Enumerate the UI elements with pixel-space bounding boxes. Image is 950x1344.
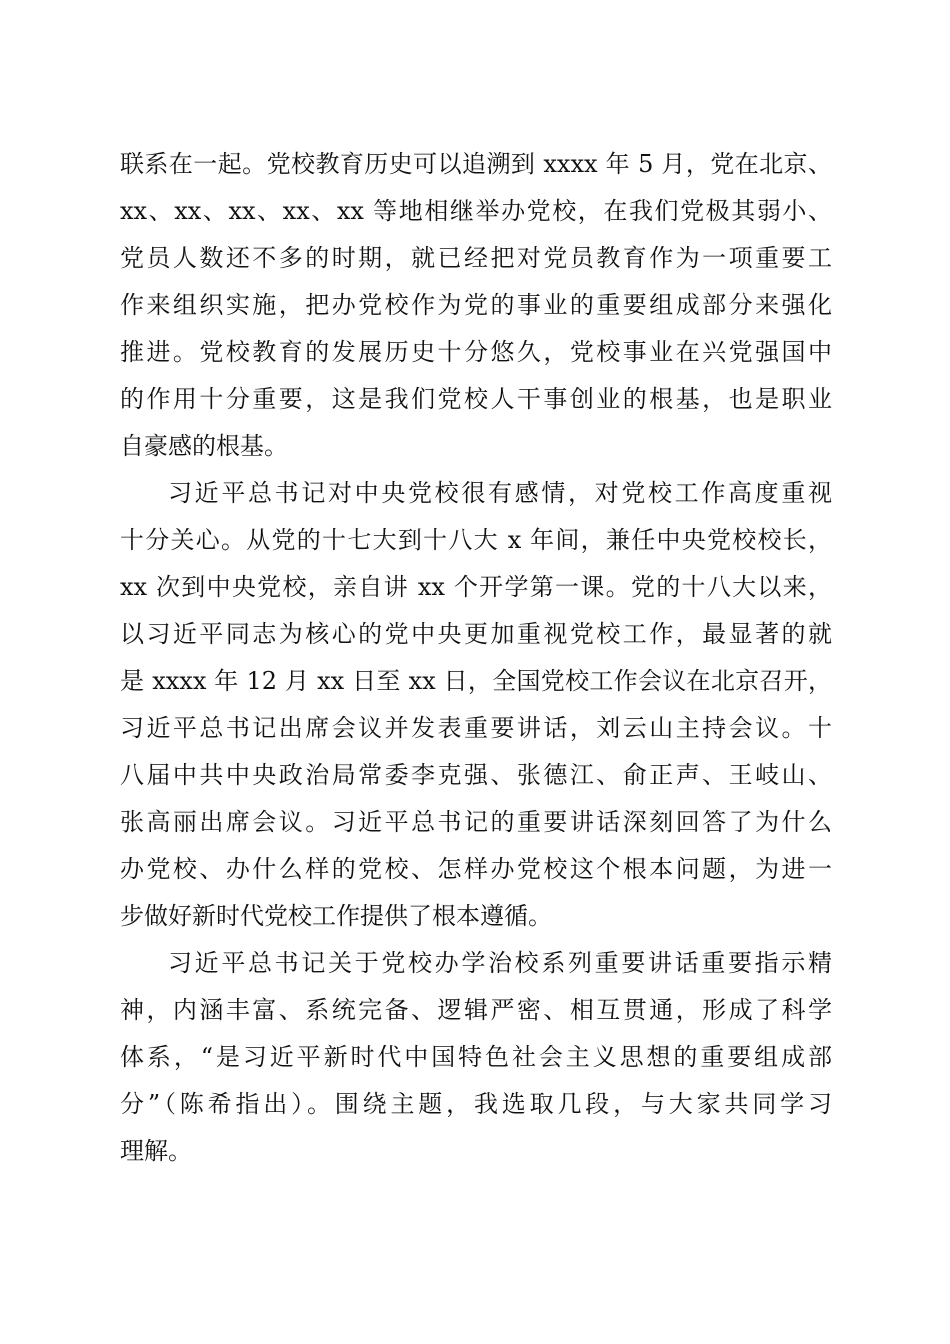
- text-line: 体系，“是习近平新时代中国特色社会主义思想的重要组成部: [120, 1043, 832, 1071]
- text-line: 理解。: [120, 1137, 192, 1165]
- text-line: 习近平总书记对中央党校很有感情，对党校工作高度重视: [168, 479, 832, 507]
- text-line: 办党校、办什么样的党校、怎样办党校这个根本问题，为进一: [120, 855, 832, 883]
- text-line: 党员人数还不多的时期，就已经把对党员教育作为一项重要工: [120, 244, 832, 272]
- text-line: 是 xxxx 年 12 月 xx 日至 xx 日，全国党校工作会议在北京召开，: [120, 667, 832, 695]
- paragraph-2: [120, 470, 832, 940]
- text-line: 习近平总书记出席会议并发表重要讲话，刘云山主持会议。十: [120, 714, 832, 742]
- paragraph-1: [120, 141, 832, 470]
- text-line: 十分关心。从党的十七大到十八大 x 年间，兼任中央党校校长，: [120, 526, 832, 554]
- text-line: xx 次到中央党校，亲自讲 xx 个开学第一课。党的十八大以来，: [120, 573, 832, 601]
- text-line: 步做好新时代党校工作提供了根本遵循。: [120, 902, 552, 930]
- text-line: 八届中共中央政治局常委李克强、张德江、俞正声、王岐山、: [120, 761, 832, 789]
- paragraph-3: [120, 940, 832, 1175]
- text-line: 张高丽出席会议。习近平总书记的重要讲话深刻回答了为什么: [120, 808, 832, 836]
- text-line: 习近平总书记关于党校办学治校系列重要讲话重要指示精: [168, 949, 832, 977]
- text-line: 神，内涵丰富、系统完备、逻辑严密、相互贯通，形成了科学: [120, 996, 832, 1024]
- text-line: xx、xx、xx、xx、xx 等地相继举办党校，在我们党极其弱小、: [120, 197, 832, 225]
- text-line: 的作用十分重要，这是我们党校人干事创业的根基，也是职业: [120, 385, 832, 413]
- text-line: 作来组织实施，把办党校作为党的事业的重要组成部分来强化: [120, 291, 832, 319]
- body-text: [120, 141, 832, 1175]
- text-line: 自豪感的根基。: [120, 432, 288, 460]
- text-line: 以习近平同志为核心的党中央更加重视党校工作，最显著的就: [120, 620, 832, 648]
- text-line: 联系在一起。党校教育历史可以追溯到 xxxx 年 5 月，党在北京、: [120, 150, 832, 178]
- text-line: 推进。党校教育的发展历史十分悠久，党校事业在兴党强国中: [120, 338, 832, 366]
- text-line: 分”（陈希指出）。围绕主题，我选取几段，与大家共同学习: [120, 1090, 832, 1118]
